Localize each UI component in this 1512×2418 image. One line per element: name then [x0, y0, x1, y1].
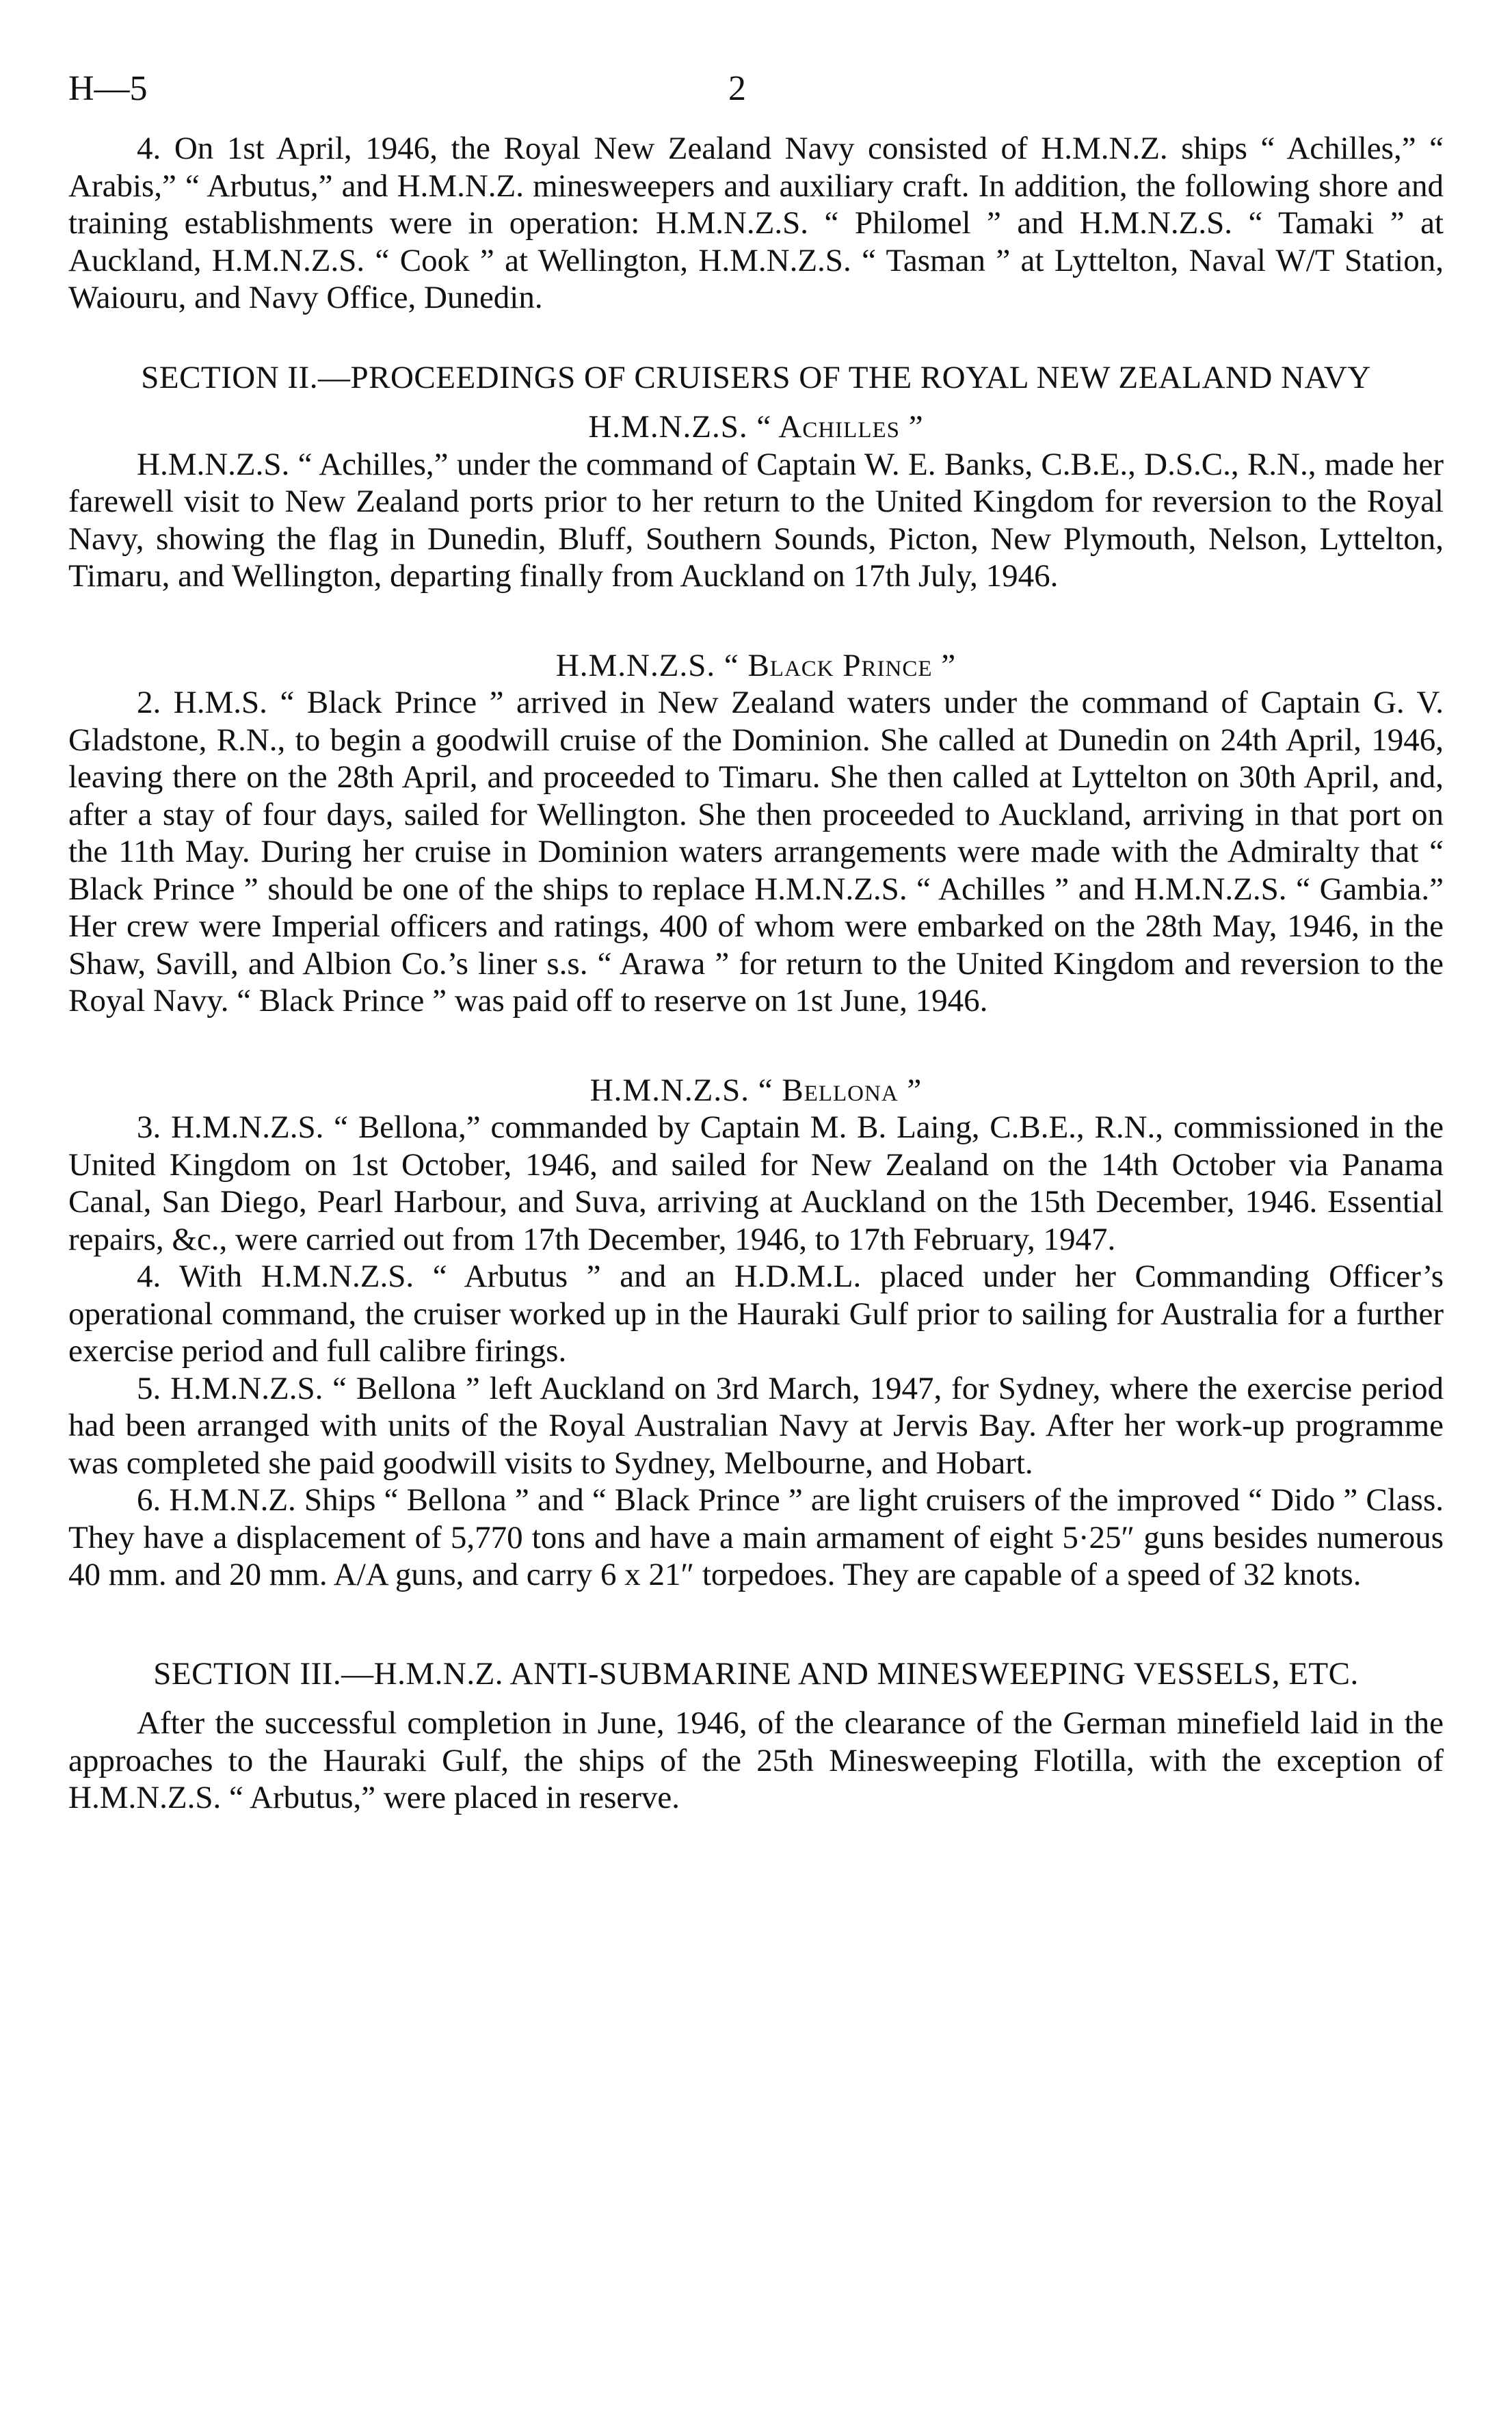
document-page [68, 62, 1444, 1817]
achilles-heading: H.M.N.Z.S. “ Achilles ” [588, 409, 924, 445]
section-2-title: SECTION II.—PROCEEDINGS OF CRUISERS OF THE ROYAL NEW ZEALAND NAVY [141, 359, 1371, 395]
black-prince-paragraph: 2. H.M.S. “ Black Prince ” arrived in New Zealand waters under the command of Captain G. V. Gladstone, R.N., to begin a goodwill cruise of the Dominion. She called at Dunedin on 24th April, 1946, leaving there on the 28th April, and proceeded to Timaru. She then called at Lyttelton on 30th April, and, after a stay of four days, sailed for Wellington. She then proceeded to Auckland, arriving in that port on the 11th May. During her cruise in Dominion waters arrangements were made with the Admiralty that “ Black Prince ” should be one of the ships to replace H.M.N.Z.S. “ Achilles ” and H.M.N.Z.S. “ Gambia.” Her crew were Imperial officers and ratings, 400 of whom were embarked on the 28th May, 1946, in the Shaw, Savill, and Albion Co.’s liner s.s. “ Arawa ” for return to the United Kingdom and reversion to the Royal Navy. “ Black Prince ” was paid off to reserve on 1st June, 1946. [68, 685, 1444, 1019]
bellona-heading: H.M.N.Z.S. “ Bellona ” [589, 1072, 923, 1108]
black-prince-heading: H.M.N.Z.S. “ Black Prince ” [555, 647, 957, 683]
achilles-paragraph: H.M.N.Z.S. “ Achilles,” under the command of Captain W. E. Banks, C.B.E., D.S.C., R.N., made her farewell visit to New Zealand ports prior to her return to the United Kingdom for reversion to the Royal Navy, showing the flag in Dunedin, Bluff, Southern Sounds, Picton, New Plymouth, Nelson, Lyttelton, Timaru, and Wellington, departing finally from Auckland on 17th July, 1946. [68, 446, 1444, 594]
intro-paragraph: 4. On 1st April, 1946, the Royal New Zealand Navy consisted of H.M.N.Z. ships “ Achilles,” “ Arabis,” “ Arbutus,” and H.M.N.Z. minesweepers and auxiliary craft. In addition, the following shore and training establishments were in operation: H.M.N.Z.S. “ Philomel ” and H.M.N.Z.S. “ Tamaki ” at Auckland, H.M.N.Z.S. “ Cook ” at Wellington, H.M.N.Z.S. “ Tasman ” at Lyttelton, Naval W/T Station, Waiouru, and Navy Office, Dunedin. [68, 131, 1444, 315]
section-3-paragraph: After the successful completion in June, 1946, of the clearance of the German minefield laid in the approaches to the Hauraki Gulf, the ships of the 25th Minesweeping Flotilla, with the exception of H.M.N.Z.S. “ Arbutus,” were placed in reserve. [68, 1705, 1444, 1815]
page-number: 2 [728, 69, 746, 108]
section-3-title: SECTION III.—H.M.N.Z. ANTI-SUBMARINE AND MINESWEEPING VESSELS, ETC. [153, 1655, 1359, 1692]
bellona-paragraph-6: 6. H.M.N.Z. Ships “ Bellona ” and “ Black Prince ” are light cruisers of the improved “ Dido ” Class. They have a displacement of 5,770 tons and have a main armament of eight 5·25″ guns besides numerous 40 mm. and 20 mm. A/A guns, and carry 6 x 21″ torpedoes. They are capable of a speed of 32 knots. [68, 1482, 1444, 1592]
page-header [68, 62, 1444, 130]
bellona-paragraph-3: 3. H.M.N.Z.S. “ Bellona,” commanded by Captain M. B. Laing, C.B.E., R.N., commissioned in the United Kingdom on 1st October, 1946, and sailed for New Zealand on the 14th October via Panama Canal, San Diego, Pearl Harbour, and Suva, arriving at Auckland on the 15th December, 1946. Essential repairs, &c., were carried out from 17th December, 1946, to 17th February, 1947. [68, 1109, 1444, 1257]
bellona-paragraph-5: 5. H.M.N.Z.S. “ Bellona ” left Auckland on 3rd March, 1947, for Sydney, where the exercise period had been arranged with units of the Royal Australian Navy at Jervis Bay. After her work-up programme was completed she paid goodwill visits to Sydney, Melbourne, and Hobart. [68, 1370, 1444, 1481]
bellona-paragraph-4: 4. With H.M.N.Z.S. “ Arbutus ” and an H.D.M.L. placed under her Commanding Officer’s operational command, the cruiser worked up in the Hauraki Gulf prior to sailing for Australia for a further exercise period and full calibre firings. [68, 1259, 1444, 1369]
document-reference: H—5 [68, 69, 148, 108]
